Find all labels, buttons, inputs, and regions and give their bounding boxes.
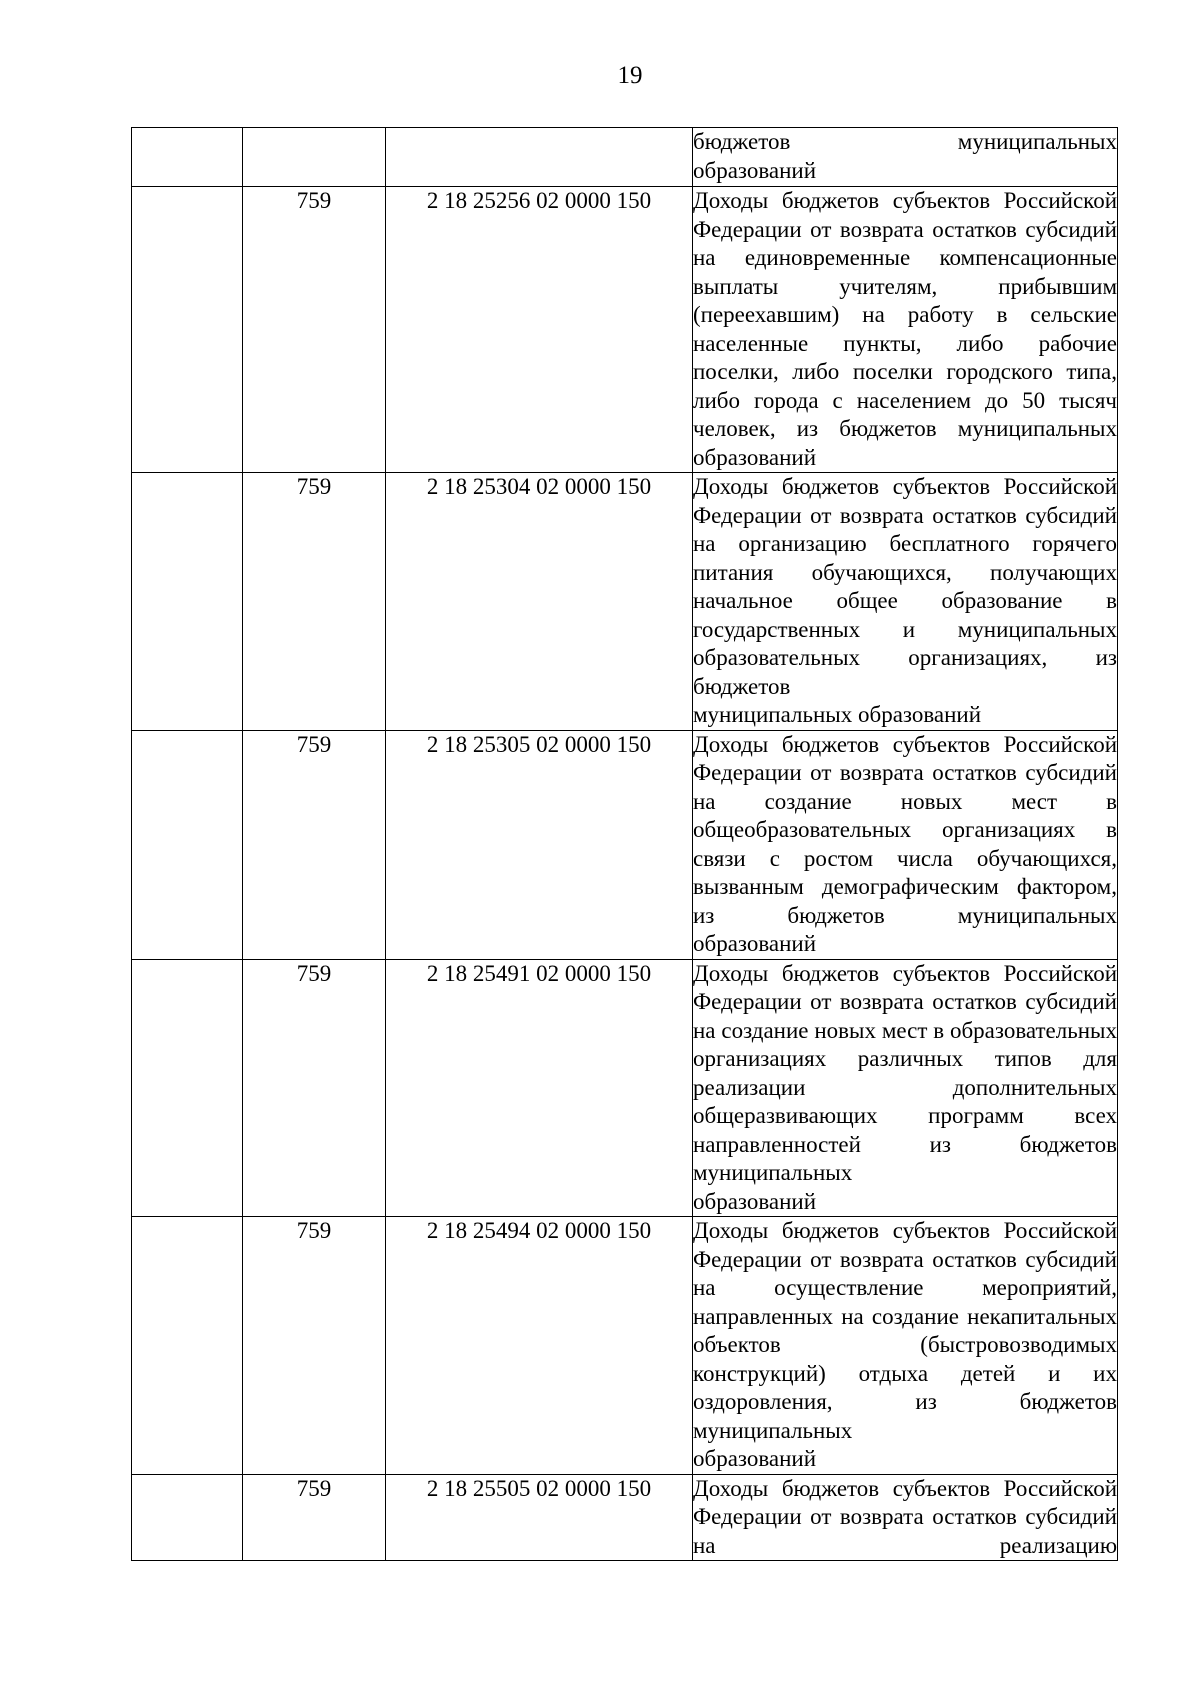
admin-code-cell: 759 (243, 959, 386, 1217)
description-cell (693, 1474, 1118, 1561)
budget-code-cell: 2 18 25256 02 0000 150 (386, 187, 693, 473)
description-last-line: образований (693, 444, 817, 470)
table-row (132, 959, 1118, 1217)
empty-cell (132, 1474, 243, 1561)
description-last-line: образований (693, 1188, 817, 1214)
description-text: Доходы бюджетов субъектов Российской Федерации от возврата остатков субсидий на создание новых мест в общеобразовательных организациях в связи с ростом числа обучающихся, вызванным демографическим фактором, из бюджетов муниципальных (693, 731, 1117, 928)
table-row (132, 1217, 1118, 1475)
empty-cell (132, 187, 243, 473)
empty-cell (132, 959, 243, 1217)
description-text: Доходы бюджетов субъектов Российской Федерации от возврата остатков субсидий на реализацию (693, 1475, 1117, 1558)
admin-code-cell: 759 (243, 187, 386, 473)
description-cell (693, 128, 1118, 187)
empty-cell (132, 128, 243, 187)
description-last-line: муниципальных образований (693, 702, 982, 727)
description-last-line: образований (693, 157, 817, 183)
admin-code-cell: 759 (243, 473, 386, 731)
empty-cell (132, 473, 243, 731)
admin-code-cell: 759 (243, 1474, 386, 1561)
description-cell (693, 730, 1118, 959)
table-row (132, 730, 1118, 959)
empty-cell (132, 730, 243, 959)
budget-code-cell: 2 18 25491 02 0000 150 (386, 959, 693, 1217)
description-cell (693, 1217, 1118, 1475)
description-text: Доходы бюджетов субъектов Российской Федерации от возврата остатков субсидий на осуществление мероприятий, направленных на создание некапитальных объектов (быстровозводимых конструкций) отдыха детей и их оздоровления, из бюджетов муниципальных (693, 1218, 1117, 1443)
description-cell (693, 959, 1118, 1217)
budget-code-table (131, 127, 1118, 1561)
description-text: Доходы бюджетов субъектов Российской Федерации от возврата остатков субсидий на создание новых мест в образовательных организациях различных типов для реализации дополнительных общеразвивающих программ всех направленностей из бюджетов муниципальных (693, 960, 1117, 1185)
budget-code-cell (386, 128, 693, 187)
description-cell (693, 473, 1118, 731)
admin-code-cell (243, 128, 386, 187)
table-row (132, 473, 1118, 731)
admin-code-cell: 759 (243, 730, 386, 959)
empty-cell (132, 1217, 243, 1475)
budget-code-cell: 2 18 25494 02 0000 150 (386, 1217, 693, 1475)
table-row (132, 1474, 1118, 1561)
description-text: бюджетов муниципальных (693, 129, 1117, 154)
table-row (132, 187, 1118, 473)
table-row (132, 128, 1118, 187)
description-cell (693, 187, 1118, 473)
description-last-line: образований (693, 1446, 817, 1471)
budget-code-cell: 2 18 25505 02 0000 150 (386, 1474, 693, 1561)
description-text: Доходы бюджетов субъектов Российской Федерации от возврата остатков субсидий на единовременные компенсационные выплаты учителям, прибывшим (переехавшим) на работу в сельские населенные пункты, либо рабочие поселки, либо поселки городского типа, либо города с населением до 50 тысяч человек, из бюджетов муниципальных (693, 188, 1117, 441)
page-number: 19 (617, 62, 643, 89)
description-text: Доходы бюджетов субъектов Российской Федерации от возврата остатков субсидий на организацию бесплатного горячего питания обучающихся, получающих начальное общее образование в государственных и муниципальных образовательных организациях, из бюджетов (693, 474, 1117, 699)
description-last-line: образований (693, 931, 817, 956)
admin-code-cell: 759 (243, 1217, 386, 1475)
budget-code-cell: 2 18 25304 02 0000 150 (386, 473, 693, 731)
budget-code-cell: 2 18 25305 02 0000 150 (386, 730, 693, 959)
